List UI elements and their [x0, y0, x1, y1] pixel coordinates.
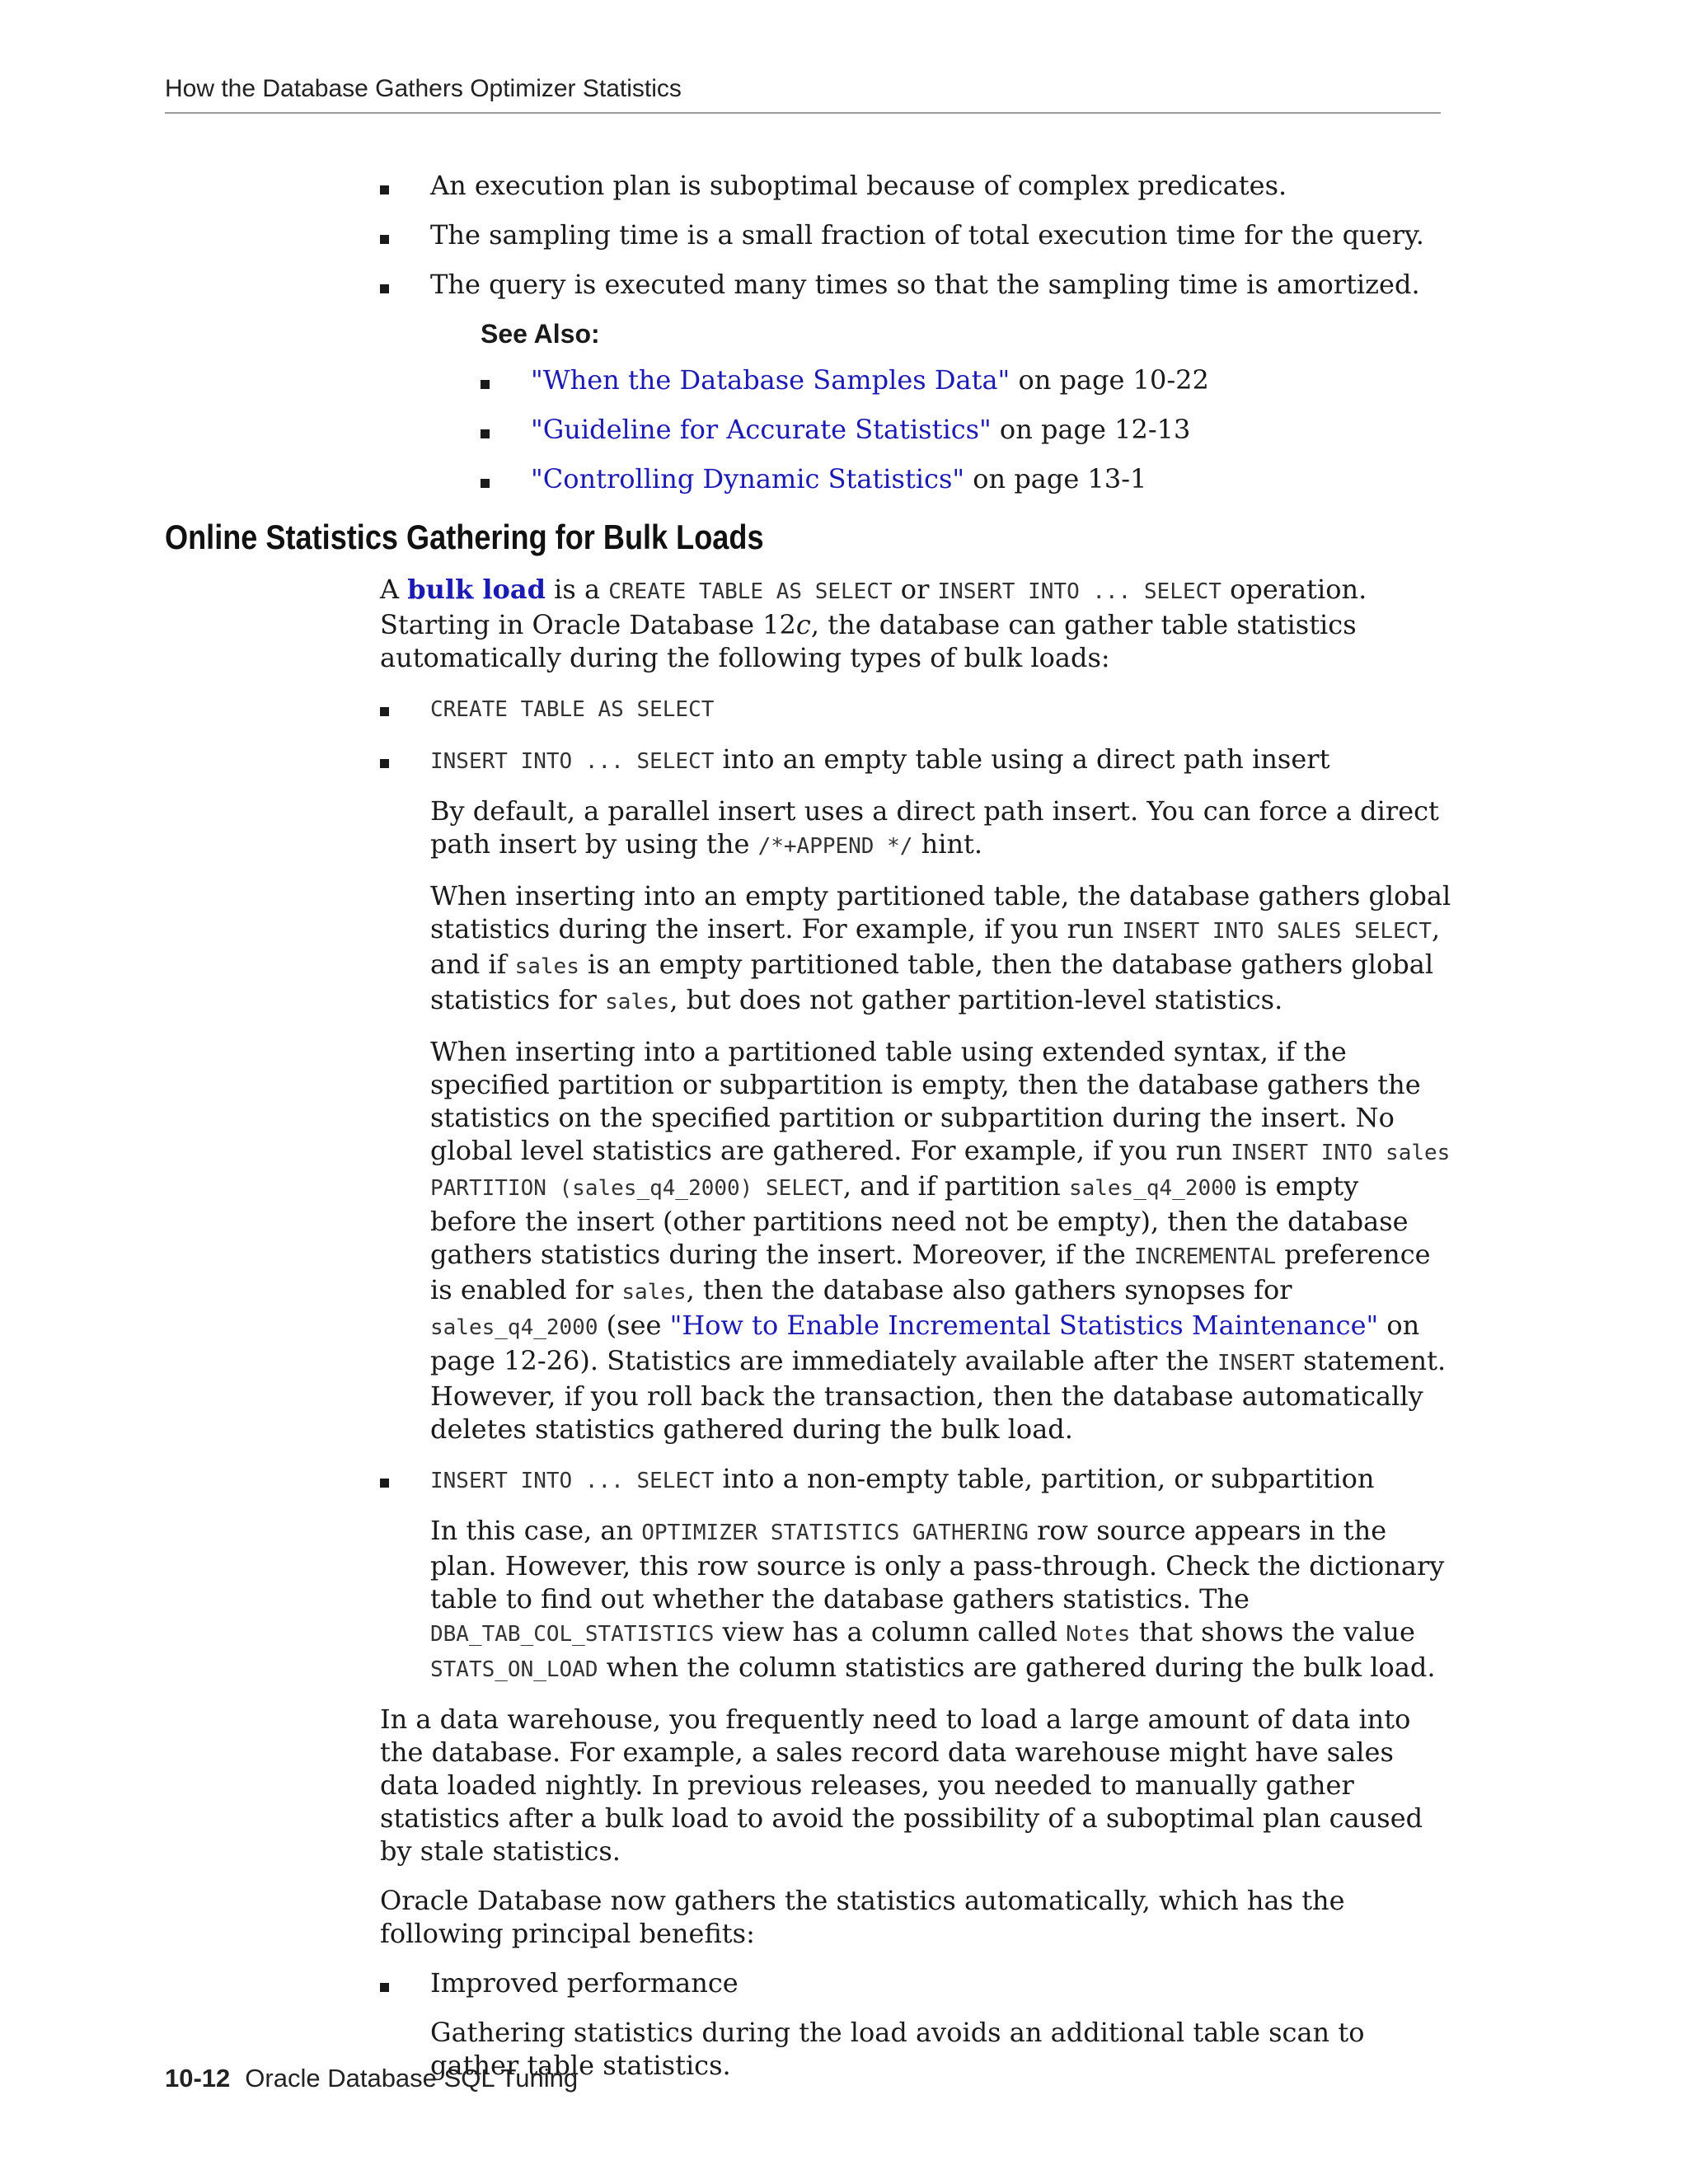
- list-item-ctas: CREATE TABLE AS SELECT: [380, 691, 1451, 726]
- see-also-link-dynamic[interactable]: "Controlling Dynamic Statistics": [531, 463, 965, 494]
- warehouse-paragraph: In a data warehouse, you frequently need to load a large amount of data into the database. For example, a sales record data warehouse might have sales data loaded nightly. In previous releases, you needed to manually gather statistics after a bulk load to avoid the possibility of a suboptimal plan caused by stale statistics.: [380, 1704, 1423, 1867]
- benefits-paragraph: Oracle Database now gathers the statistics automatically, which has the following principal benefits:: [380, 1885, 1345, 1949]
- criteria-list: [380, 169, 1451, 301]
- intro-paragraph: A bulk load is a CREATE TABLE AS SELECT or INSERT INTO ... SELECT operation. Starting in Oracle Database 12c, the database can gather table statistics automatically during the following types of bulk loads:: [380, 574, 1367, 673]
- bulk-load-types-list: [380, 691, 1451, 1686]
- see-also-item: [481, 363, 1451, 396]
- sub-paragraph: When inserting into an empty partitioned table, the database gathers global statistics during the insert. For example, if you run INSERT INTO SALES SELECT, and if sales is an empty partitioned table, then the database gathers global statistics for sales, but does not gather partition-level statistics.: [430, 880, 1451, 1015]
- see-also-link-samples[interactable]: "When the Database Samples Data": [531, 364, 1010, 396]
- see-also-list: [481, 363, 1451, 495]
- running-header: How the Database Gathers Optimizer Statistics: [165, 74, 1441, 114]
- list-item: The sampling time is a small fraction of total execution time for the query.: [380, 218, 1451, 251]
- book-title: Oracle Database SQL Tuning: [245, 2064, 579, 2093]
- list-item-insert-nonempty: INSERT INTO ... SELECT into a non-empty table, partition, or subpartition In this case, an OPTIMIZER STATISTICS GATHERING row source appears in the plan. However, this row source is only a pass-through. Check the dictionary table to find out whether the database gathers statistics. The DBA_TAB_COL_STATISTICS view has a column called Notes that shows the value STATS_ON_LOAD when the column statistics are gathered during the bulk load.: [380, 1462, 1451, 1686]
- see-also-box: [481, 317, 1451, 495]
- see-also-item: [481, 413, 1451, 446]
- list-item: The query is executed many times so that the sampling time is amortized.: [380, 268, 1451, 301]
- sub-paragraph: In this case, an OPTIMIZER STATISTICS GATHERING row source appears in the plan. However, this row source is only a pass-through. Check the dictionary table to find out whether the database gathers statistics. The DBA_TAB_COL_STATISTICS view has a column called Notes that shows the value STATS_ON_LOAD when the column statistics are gathered during the bulk load.: [430, 1515, 1445, 1683]
- glossary-link-bulk-load[interactable]: bulk load: [407, 574, 546, 605]
- page-footer: [165, 2064, 578, 2093]
- incremental-stats-link[interactable]: "How to Enable Incremental Statistics Maintenance": [669, 1310, 1379, 1341]
- sub-paragraph: By default, a parallel insert uses a direct path insert. You can force a direct path insert by using the /*+APPEND */ hint.: [430, 795, 1439, 860]
- page-number: 10-12: [165, 2064, 231, 2093]
- sub-paragraph: Gathering statistics during the load avoids an additional table scan to gather table statistics.: [430, 2017, 1365, 2081]
- see-also-item: [481, 462, 1451, 495]
- see-also-link-guideline[interactable]: "Guideline for Accurate Statistics": [531, 414, 992, 445]
- section-heading: Online Statistics Gathering for Bulk Loads: [165, 518, 764, 556]
- page-ref: on page 10-22: [1010, 364, 1209, 396]
- list-item-benefit: Improved performance Gathering statistics during the load avoids an additional table scan to gather table statistics.: [380, 1966, 1451, 2082]
- list-item-insert-empty: INSERT INTO ... SELECT into an empty table using a direct path insert By default, a parallel insert uses a direct path insert. You can force a direct path insert by using the /*+APPEND */ hint. When inserting into an empty partitioned table, the database gathers global statistics during the insert. For example, if you run INSERT INTO SALES SELECT, and if sales is an empty partitioned table, then the database gathers global statistics for sales, but does not gather partition-level statistics. When inserting into a partitioned table using extended syntax, if the specified partition or subpartition is empty, then the database gathers the statistics on the specified partition or subpartition during the insert. No global level statistics are gathered. For example, if you run INSERT INTO sales PARTITION (sales_q4_2000) SELECT, and if partition sales_q4_2000 is empty before the insert (other partitions need not be empty), then the database gathers statistics during the insert. Moreover, if the INCREMENTAL preference is enabled for sales, then the database also gathers synopses for sales_q4_2000 (see "How to Enable Incremental Statistics Maintenance" on page 12-26). Statistics are immediately available after the INSERT statement. However, if you roll back the transaction, then the database automatically deletes statistics gathered during the bulk load.: [380, 743, 1451, 1446]
- see-also-heading: See Also:: [481, 319, 600, 349]
- sub-paragraph: When inserting into a partitioned table using extended syntax, if the specified partition or subpartition is empty, then the database gathers the statistics on the specified partition or subpartition during the insert. No global level statistics are gathered. For example, if you run INSERT INTO sales PARTITION (sales_q4_2000) SELECT, and if partition sales_q4_2000 is empty before the insert (other partitions need not be empty), then the database gathers statistics during the insert. Moreover, if the INCREMENTAL preference is enabled for sales, then the database also gathers synopses for sales_q4_2000 (see "How to Enable Incremental Statistics Maintenance" on page 12-26). Statistics are immediately available after the INSERT statement. However, if you roll back the transaction, then the database automatically deletes statistics gathered during the bulk load.: [430, 1036, 1451, 1445]
- page-ref: on page 12-13: [991, 414, 1191, 445]
- list-item: An execution plan is suboptimal because of complex predicates.: [380, 169, 1451, 202]
- page-ref: on page 13-1: [964, 463, 1147, 494]
